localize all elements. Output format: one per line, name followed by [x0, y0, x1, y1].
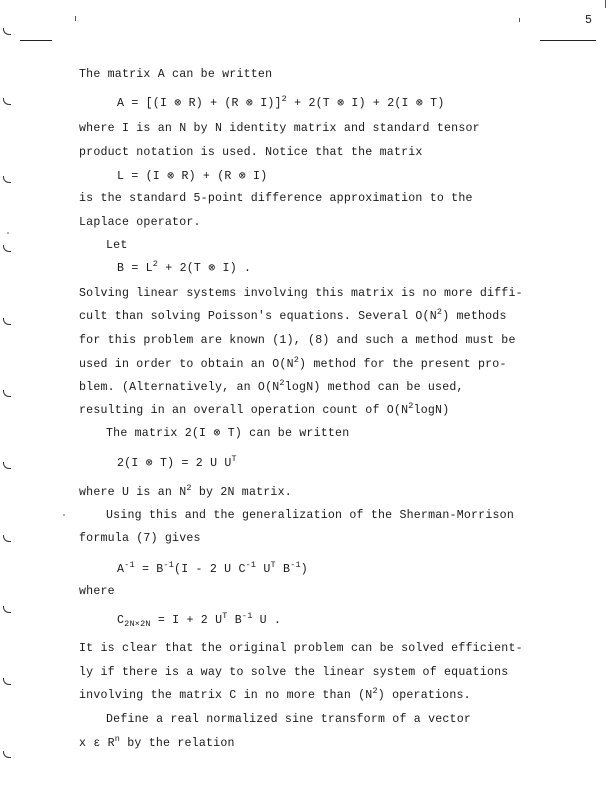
- equation-A-inverse: [117, 560, 308, 577]
- superscript: 2: [281, 94, 287, 104]
- superscript: 2: [293, 355, 300, 365]
- text-part: logN): [413, 404, 450, 417]
- superscript: -1: [290, 560, 301, 570]
- text-line: formula (7) gives: [79, 532, 201, 545]
- text-line: Laplace operator.: [79, 216, 201, 229]
- text-part: ) methods: [442, 310, 507, 323]
- superscript: 2: [372, 686, 378, 696]
- text-part: by 2N matrix.: [191, 486, 292, 499]
- superscript: n: [114, 734, 121, 744]
- eq-part: + 2(T ⊗ I) + 2(I ⊗ T): [286, 97, 445, 110]
- text-line: Using this and the generalization of the Sherman-Morrison: [106, 509, 514, 522]
- eq-part: B = L: [117, 262, 153, 275]
- scan-tick: [605, 0, 606, 8]
- text-line: The matrix 2(I ⊗ T) can be written: [106, 427, 350, 440]
- text-part: resulting in an overall operation count of O(N: [79, 404, 409, 417]
- scan-tick: [519, 18, 520, 22]
- eq-part: U .: [252, 614, 282, 627]
- text-part: used in order to obtain an O(N: [79, 358, 294, 371]
- superscript: T: [231, 454, 237, 464]
- equation-A: [117, 94, 445, 111]
- text-part: involving the matrix C in no more than (N: [79, 689, 373, 702]
- binding-mark: [3, 390, 11, 397]
- text-line: ly if there is a way to solve the linear system of equations: [79, 666, 509, 679]
- superscript: 2: [436, 307, 443, 317]
- text-part: by the relation: [120, 737, 235, 750]
- text-part: logN) method can be used,: [284, 381, 464, 394]
- superscript: 2: [152, 259, 159, 269]
- text-line: The matrix A can be written: [79, 68, 273, 81]
- eq-part: C: [117, 614, 125, 627]
- eq-part: ): [300, 563, 308, 576]
- superscript: 2: [408, 401, 414, 411]
- text-line: Let: [106, 239, 128, 252]
- text-part: where U is an N: [79, 486, 187, 499]
- eq-part: U: [256, 563, 271, 576]
- equation-C: [117, 611, 282, 629]
- text-line: It is clear that the original problem can be solved efficient-: [79, 642, 523, 655]
- eq-part: + 2(T ⊗ I) .: [158, 262, 252, 275]
- equation-B: [117, 259, 252, 276]
- equation-U: [117, 454, 237, 471]
- binding-mark: [3, 606, 11, 613]
- text-line: [79, 378, 464, 395]
- text-part: cult than solving Poisson's equations. Several O(N: [79, 310, 437, 323]
- eq-part: (I - 2 U C: [174, 563, 246, 576]
- text-line: [79, 401, 450, 418]
- superscript: T: [270, 560, 276, 570]
- binding-mark: [3, 318, 11, 325]
- eq-part: = B: [134, 563, 164, 576]
- text-part: x ε R: [79, 737, 115, 750]
- text-line: where I is an N by N identity matrix and standard tensor: [79, 122, 480, 135]
- page-number: 5: [585, 14, 593, 27]
- text-line: [79, 483, 292, 500]
- scan-speck: [7, 232, 9, 234]
- binding-mark: [3, 28, 11, 35]
- text-line: Define a real normalized sine transform of a vector: [106, 713, 472, 726]
- header-rule-right: [540, 40, 596, 41]
- subscript: 2N×2N: [124, 619, 151, 629]
- text-part: ) operations.: [377, 689, 471, 702]
- binding-mark: [3, 462, 11, 469]
- eq-part: = I + 2 U: [150, 614, 223, 627]
- text-line: [79, 307, 507, 324]
- text-part: ) method for the present pro-: [299, 358, 507, 371]
- binding-mark: [3, 98, 11, 105]
- text-line: [79, 355, 507, 372]
- text-line: [79, 734, 235, 751]
- binding-mark: [3, 176, 11, 183]
- superscript: -1: [163, 560, 175, 570]
- text-line: where: [79, 585, 115, 598]
- eq-part: 2(I ⊗ T) = 2 U U: [117, 457, 232, 470]
- eq-part: A = [(I ⊗ R) + (R ⊗ I)]: [117, 97, 282, 110]
- eq-part: B: [275, 563, 291, 576]
- binding-mark: [3, 678, 11, 685]
- header-rule-left: [20, 40, 52, 41]
- text-line: is the standard 5-point difference approximation to the: [79, 192, 473, 205]
- scan-tick: [75, 16, 76, 21]
- binding-mark: [3, 535, 11, 542]
- superscript: T: [222, 611, 228, 621]
- eq-part: B: [227, 614, 242, 627]
- text-line: [79, 686, 471, 703]
- equation-L: L = (I ⊗ R) + (R ⊗ I): [117, 170, 268, 183]
- superscript: 2: [186, 483, 192, 493]
- binding-mark: [3, 245, 11, 252]
- text-line: Solving linear systems involving this matrix is no more diffi-: [79, 287, 523, 300]
- text-line: for this problem are known (1), (8) and such a method must be: [79, 334, 516, 347]
- eq-part: A: [117, 563, 125, 576]
- superscript: -1: [124, 560, 135, 570]
- superscript: -1: [241, 611, 253, 621]
- superscript: -1: [245, 560, 257, 570]
- superscript: 2: [279, 378, 285, 388]
- binding-mark: [3, 751, 11, 758]
- scan-speck: [63, 514, 65, 516]
- text-part: blem. (Alternatively, an O(N: [79, 381, 280, 394]
- text-line: product notation is used. Notice that the matrix: [79, 146, 423, 159]
